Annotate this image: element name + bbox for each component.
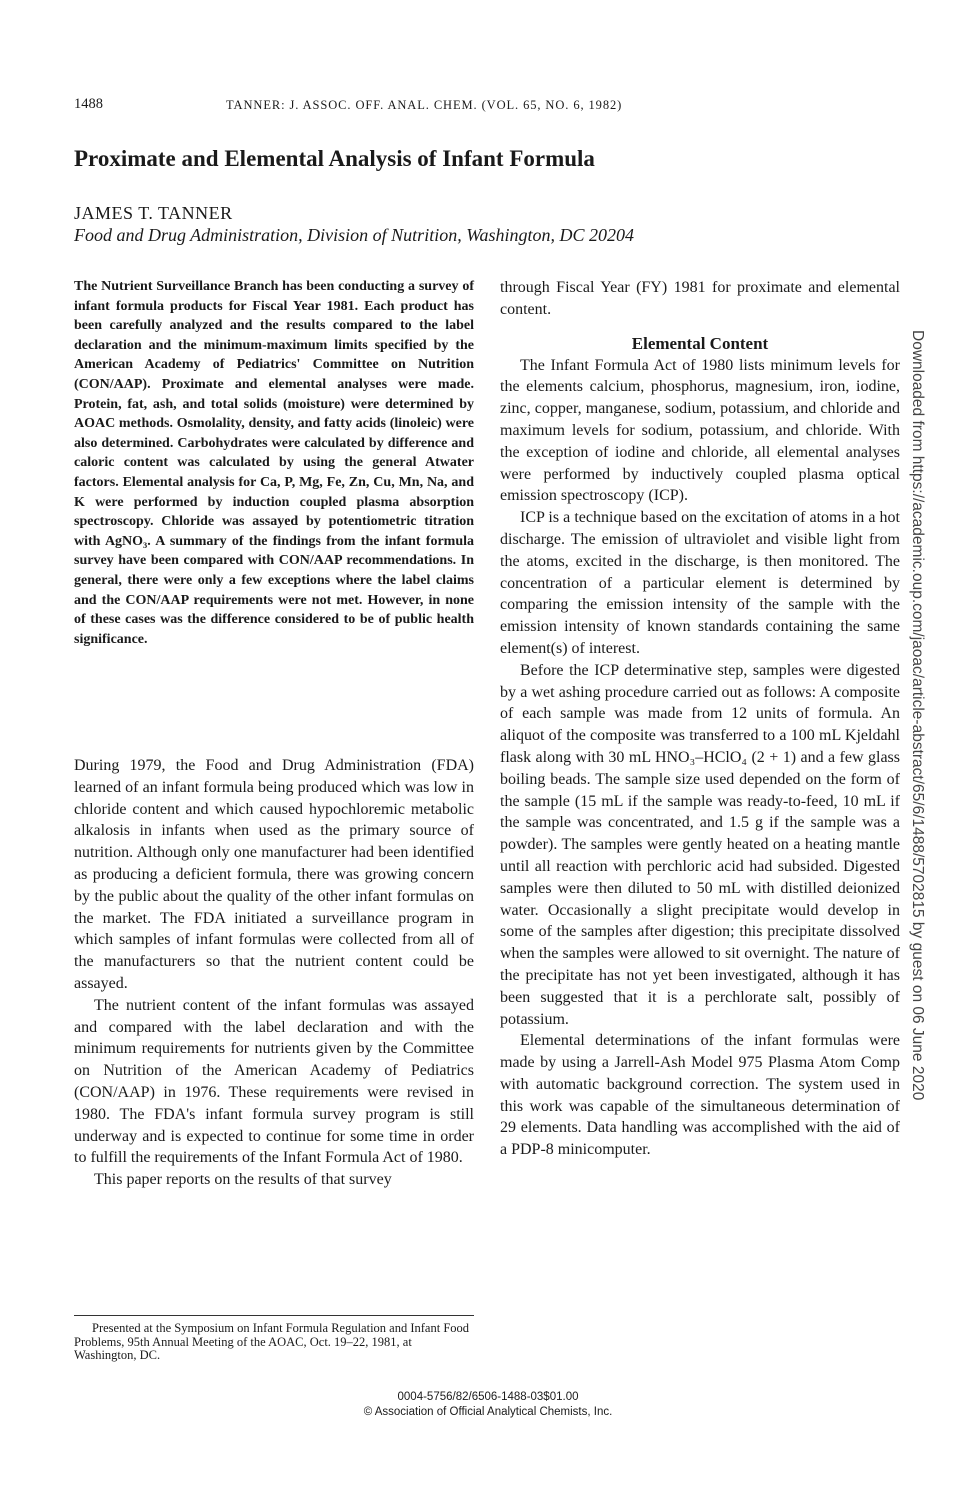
footnote: Presented at the Symposium on Infant Formula Regulation and Infant Food Problems, 95th Annual Meeting of the AOAC, Oct. 19–22, 1981, at Washington, DC. xyxy=(74,1321,470,1362)
footer xyxy=(0,1390,976,1420)
article-title: Proximate and Elemental Analysis of Infant Formula xyxy=(74,146,595,171)
paragraph-icp-technique: ICP is a technique based on the excitation of atoms in a hot discharge. The emission of ultraviolet and visible light from the atoms, excited in the discharge, is then monitored. The concentration of a particular element is determined by comparing the emission intensity of the sample with the emission intensity of known standards containing the same element(s) of interest. xyxy=(500,509,900,657)
paragraph-digestion-procedure: Before the ICP determinative step, samples were digested by a wet ashing procedure carried out as follows: A composite of each sample was made from 12 units of formula. An aliquot of the composite was transferred to a 100 mL Kjeldahl flask along with 30 mL HNO₃–HClO₄ (2 + 1) and a few glass boiling beads. The sample size used depended on the form of the sample (15 mL if the sample was ready-to-feed, 10 mL if the sample was concentrated, and 1.5 g if the sample was a powder). The samples were gently heated on a heating mantle until all reaction with perchloric acid had subsided. Digested samples were then diluted to 50 mL with distilled deionized water. Occasionally a slight precipitate would develop in some of the samples after digestion; this precipitate dissolved when the samples were allowed to sit overnight. The nature of the precipitate has not yet been investigated, although it has been suggested that it is a perchlorate salt, possibly of potassium. xyxy=(500,661,900,1028)
copyright-notice: © Association of Official Analytical Chemists, Inc. xyxy=(363,1406,613,1418)
paragraph-intro: During 1979, the Food and Drug Administration (FDA) learned of an infant formula being produced which was low in chloride content and which caused hypochloremic metabolic alkalosis in infants when used as the primary source of nutrition. Although only one manufacturer had been identified as producing a deficient formula, there was growing concern by the public about the quality of the other infant formulas on the market. The FDA initiated a surveillance program in which samples of infant formulas were collected from all of the manufacturers so that the nutrient content could be assayed. xyxy=(74,757,474,992)
footnote-divider xyxy=(74,1315,474,1316)
paragraph-instrumentation: Elemental determinations of the infant formulas were made by using a Jarrell-Ash Model 975 Plasma Atom Comp with automatic background correction. The system used in this work was capable of the simultaneous determination of 29 elements. Data handling was accomplished with the aid of a PDP-8 minicomputer. xyxy=(500,1032,900,1159)
paragraph-nutrient-content: The nutrient content of the infant formulas was assayed and compared with the label declaration and with the minimum requirements for nutrients given by the Committee on Nutrition of the American Academy of Pediatrics (CON/AAP) in 1976. These requirements were revised in 1980. The FDA's infant formula survey program is still underway and is expected to continue for some time in order to fulfill the requirements of the Infant Formula Act of 1980. xyxy=(74,996,474,1167)
body-column-right xyxy=(500,277,900,1161)
body-column-left xyxy=(74,755,474,1191)
section-heading-elemental-content: Elemental Content xyxy=(631,333,769,353)
download-watermark: Downloaded from https://academic.oup.com/jaoac/article-abstract/65/6/1488/5702815 by guest on 06 June 2020 xyxy=(909,330,926,1101)
paragraph-continuation: through Fiscal Year (FY) 1981 for proximate and elemental content. xyxy=(500,279,900,318)
author-affiliation: Food and Drug Administration, Division of Nutrition, Washington, DC 20204 xyxy=(74,225,635,245)
abstract: The Nutrient Surveillance Branch has been conducting a survey of infant formula products for Fiscal Year 1981. Each product has been carefully analyzed and the results compared to the label declaration and the minimum-maximum limits specified by the American Academy of Pediatrics' Committee on Nutrition (CON/AAP). Proximate and elemental analyses were made. Protein, fat, ash, and total solids (moisture) were determined by AOAC methods. Osmolality, density, and fatty acids (linoleic) were also determined. Carbohydrates were calculated by difference and caloric content was calculated by using the general Atwater factors. Elemental analysis for Ca, P, Mg, Fe, Zn, Cu, Mn, Na, and K were performed by induction coupled plasma absorption spectroscopy. Chloride was assayed by potentiometric titration with AgNO₃. A summary of the findings from the infant formula survey have been compared with CON/AAP recommendations. In general, there were only a few exceptions where the label claims and the CON/AAP requirements were not met. However, in none of these cases was the difference considered to be of public health significance. xyxy=(74,279,474,647)
running-head xyxy=(74,96,764,118)
paragraph-report-scope: This paper reports on the results of that survey xyxy=(94,1171,392,1189)
publication-code: 0004-5756/82/6506-1488-03$01.00 xyxy=(397,1391,579,1403)
running-title: TANNER: J. ASSOC. OFF. ANAL. CHEM. (VOL. 65, NO. 6, 1982) xyxy=(226,98,623,112)
paragraph-infant-formula-act: The Infant Formula Act of 1980 lists minimum levels for the elements calcium, phosphorus, magnesium, iron, iodine, zinc, copper, manganese, sodium, potassium, and chloride and maximum levels for sodium, potassium, and chloride. With the exception of iodine and chloride, all elemental analyses were performed by inductively coupled plasma optical emission spectroscopy (ICP). xyxy=(500,356,900,505)
page-number: 1488 xyxy=(74,96,103,112)
author-name: JAMES T. TANNER xyxy=(74,203,233,223)
